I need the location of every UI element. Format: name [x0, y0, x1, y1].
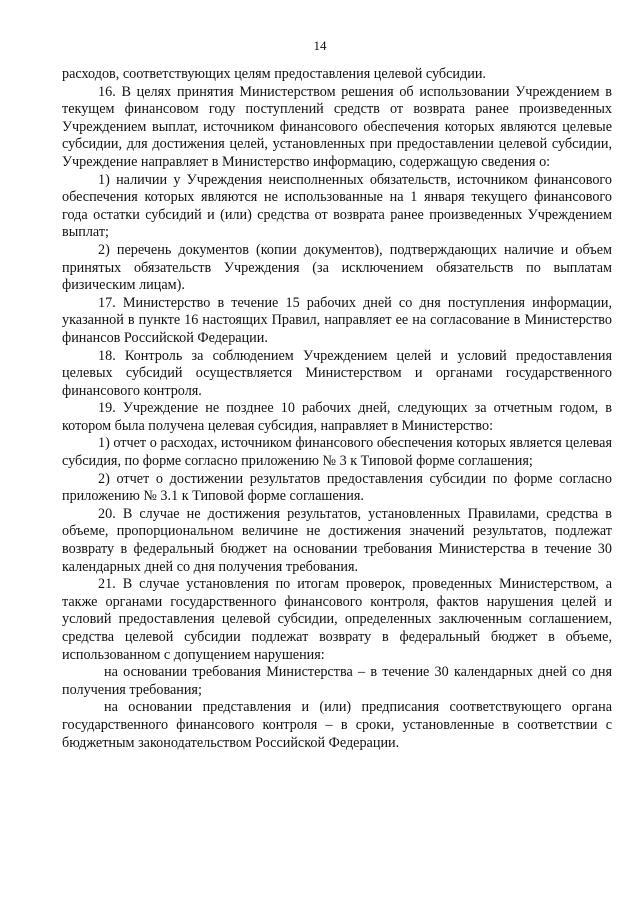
paragraph-19-item-1: 1) отчет о расходах, источником финансового обеспечения которых является целевая субсидия, по форме согласно приложению № 3 к Типовой форме соглашения; — [62, 435, 612, 470]
paragraph-19-item-2: 2) отчет о достижении результатов предоставления субсидии по форме согласно приложению № 3.1 к Типовой форме соглашения. — [62, 470, 612, 505]
paragraph-16: 16. В целях принятия Министерством решения об использовании Учреждением в текущем финансовом году поступлений средств от возврата ранее произведенных Учреждением выплат, источником финансового обеспечения которых являются целевые субсидии, для достижения целей, установленных при предоставлении целевой субсидии, Учреждение направляет в Министерство информацию, содержащую сведения о: — [62, 83, 612, 170]
paragraph-21-item-1: на основании требования Министерства – в течение 30 календарных дней со дня получения требования; — [62, 664, 612, 698]
paragraph-21-item-2: на основании представления и (или) предписания соответствующего органа государственного финансового контроля – в сроки, установленные в соответствии с бюджетным законодательством Российской Федерации. — [62, 699, 612, 751]
paragraph-continuation: расходов, соответствующих целям предоставления целевой субсидии. — [62, 66, 486, 82]
page-number: 14 — [313, 38, 327, 53]
paragraph-19: 19. Учреждение не позднее 10 рабочих дней, следующих за отчетным годом, в котором была получена целевая субсидия, направляет в Министерство: — [62, 400, 612, 434]
paragraph-17: 17. Министерство в течение 15 рабочих дней со дня поступления информации, указанной в пункте 16 настоящих Правил, направляет ее на согласование в Министерство финансов Российской Федерации. — [62, 294, 612, 346]
paragraph-16-item-2: 2) перечень документов (копии документов), подтверждающих наличие и объем принятых обязательств Учреждения (за исключением обязательств по выплатам физическим лицам). — [62, 241, 612, 294]
paragraph-20: 20. В случае не достижения результатов, установленных Правилами, средства в объеме, пропорциональном величине не достижения значений результатов, подлежат возврату в федеральный бюджет на основании требования Министерства в течение 30 календарных дней со дня получения требования. — [62, 505, 612, 575]
paragraph-21: 21. В случае установления по итогам проверок, проведенных Министерством, а также органами государственного финансового контроля, фактов нарушения целей и условий предоставления целевой субсидии, определенных заключенным соглашением, средства целевой субсидии подлежат возврату в федеральный бюджет в объеме, использованном с допущением нарушения: — [62, 576, 612, 663]
document-body — [62, 66, 612, 752]
paragraph-16-item-1: 1) наличии у Учреждения неисполненных обязательств, источником финансового обеспечения которых являются не использованные на 1 января текущего финансового года остатки субсидий и (или) средства от возврата ранее произведенных Учреждением выплат; — [62, 171, 612, 241]
paragraph-18: 18. Контроль за соблюдением Учреждением целей и условий предоставления целевых субсидий осуществляется Министерством и органами государственного финансового контроля. — [62, 347, 612, 399]
